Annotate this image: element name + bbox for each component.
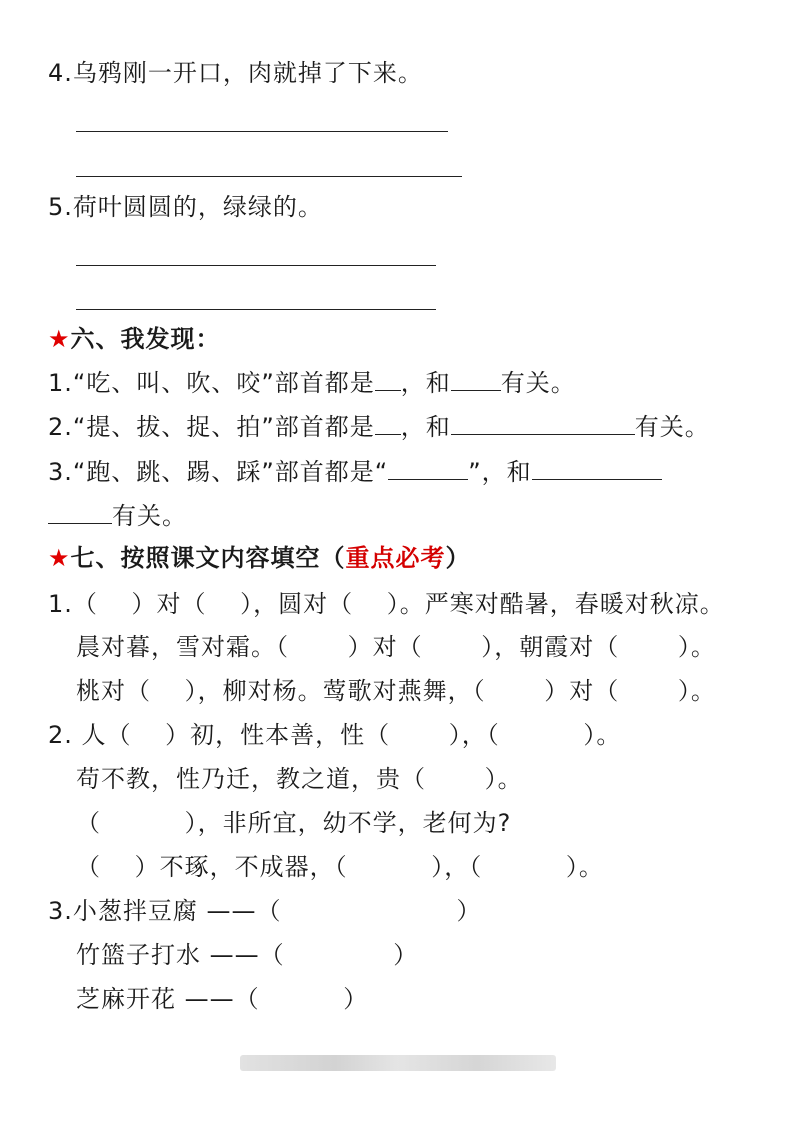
star-icon: ★ <box>48 544 71 572</box>
item-text: 有关。 <box>112 502 187 530</box>
fill-line: 桃对（ ），柳对杨。莺歌对燕舞，（ ）对（ ）。 <box>76 677 716 705</box>
discover-item-3-cont <box>48 499 187 533</box>
fill-line: 1.（ ）对（ ），圆对（ ）。严寒对酷暑，春暖对秋凉。 <box>48 590 725 618</box>
answer-line[interactable] <box>76 131 448 132</box>
blank-field[interactable] <box>48 501 112 524</box>
fill-line: 2. 人（ ）初，性本善，性（ ），（ ）。 <box>48 721 622 749</box>
blank-field[interactable] <box>375 368 401 391</box>
answer-line[interactable] <box>76 309 436 310</box>
fill-line: 3.小葱拌豆腐 ——（ ） <box>48 897 482 925</box>
section-title: 六、我发现： <box>70 325 221 353</box>
discover-item-2 <box>48 410 710 444</box>
blank-field[interactable] <box>388 457 468 480</box>
answer-line[interactable] <box>76 265 436 266</box>
fill-line: 芝麻开花 ——（ ） <box>76 985 369 1013</box>
item-text: 有关。 <box>500 369 576 397</box>
item-text: ，和 <box>400 369 451 397</box>
item-text: 3.“跑、跳、踢、踩”部首都是“ <box>48 458 389 486</box>
fill-line: 晨对暮，雪对霜。（ ）对（ ），朝霞对（ ）。 <box>76 633 716 661</box>
blank-field[interactable] <box>451 412 635 435</box>
fill-line: （ ），非所宜，幼不学，老何为? <box>76 809 512 837</box>
question-5: 5.荷叶圆圆的，绿绿的。 <box>48 193 323 221</box>
blank-field[interactable] <box>532 457 662 480</box>
fill-line: 苟不教，性乃迁，教之道，贵（ ）。 <box>76 765 523 793</box>
section-7-heading <box>48 541 471 575</box>
section-6-heading <box>48 322 221 356</box>
question-4: 4.乌鸦刚一开口，肉就掉了下来。 <box>48 59 423 87</box>
blurred-footer <box>240 1055 556 1071</box>
item-text: 有关。 <box>634 413 710 441</box>
item-text: 2.“提、拔、捉、拍”部首都是 <box>48 413 375 441</box>
fill-line: 竹篮子打水 ——（ ） <box>76 941 419 969</box>
item-text: ”，和 <box>468 458 532 486</box>
item-text: 1.“吃、叫、吹、咬”部首都是 <box>48 369 375 397</box>
star-icon: ★ <box>48 325 71 353</box>
section-title: 七、按照课文内容填空（ <box>70 544 346 572</box>
answer-line[interactable] <box>76 176 462 177</box>
blank-field[interactable] <box>451 368 501 391</box>
fill-line: （ ）不琢，不成器，（ ），（ ）。 <box>76 853 604 881</box>
blank-field[interactable] <box>375 412 401 435</box>
discover-item-1 <box>48 366 576 400</box>
item-text: ，和 <box>400 413 451 441</box>
discover-item-3 <box>48 455 662 489</box>
section-title-close: ） <box>445 544 471 572</box>
key-exam-label: 重点必考 <box>345 544 446 572</box>
